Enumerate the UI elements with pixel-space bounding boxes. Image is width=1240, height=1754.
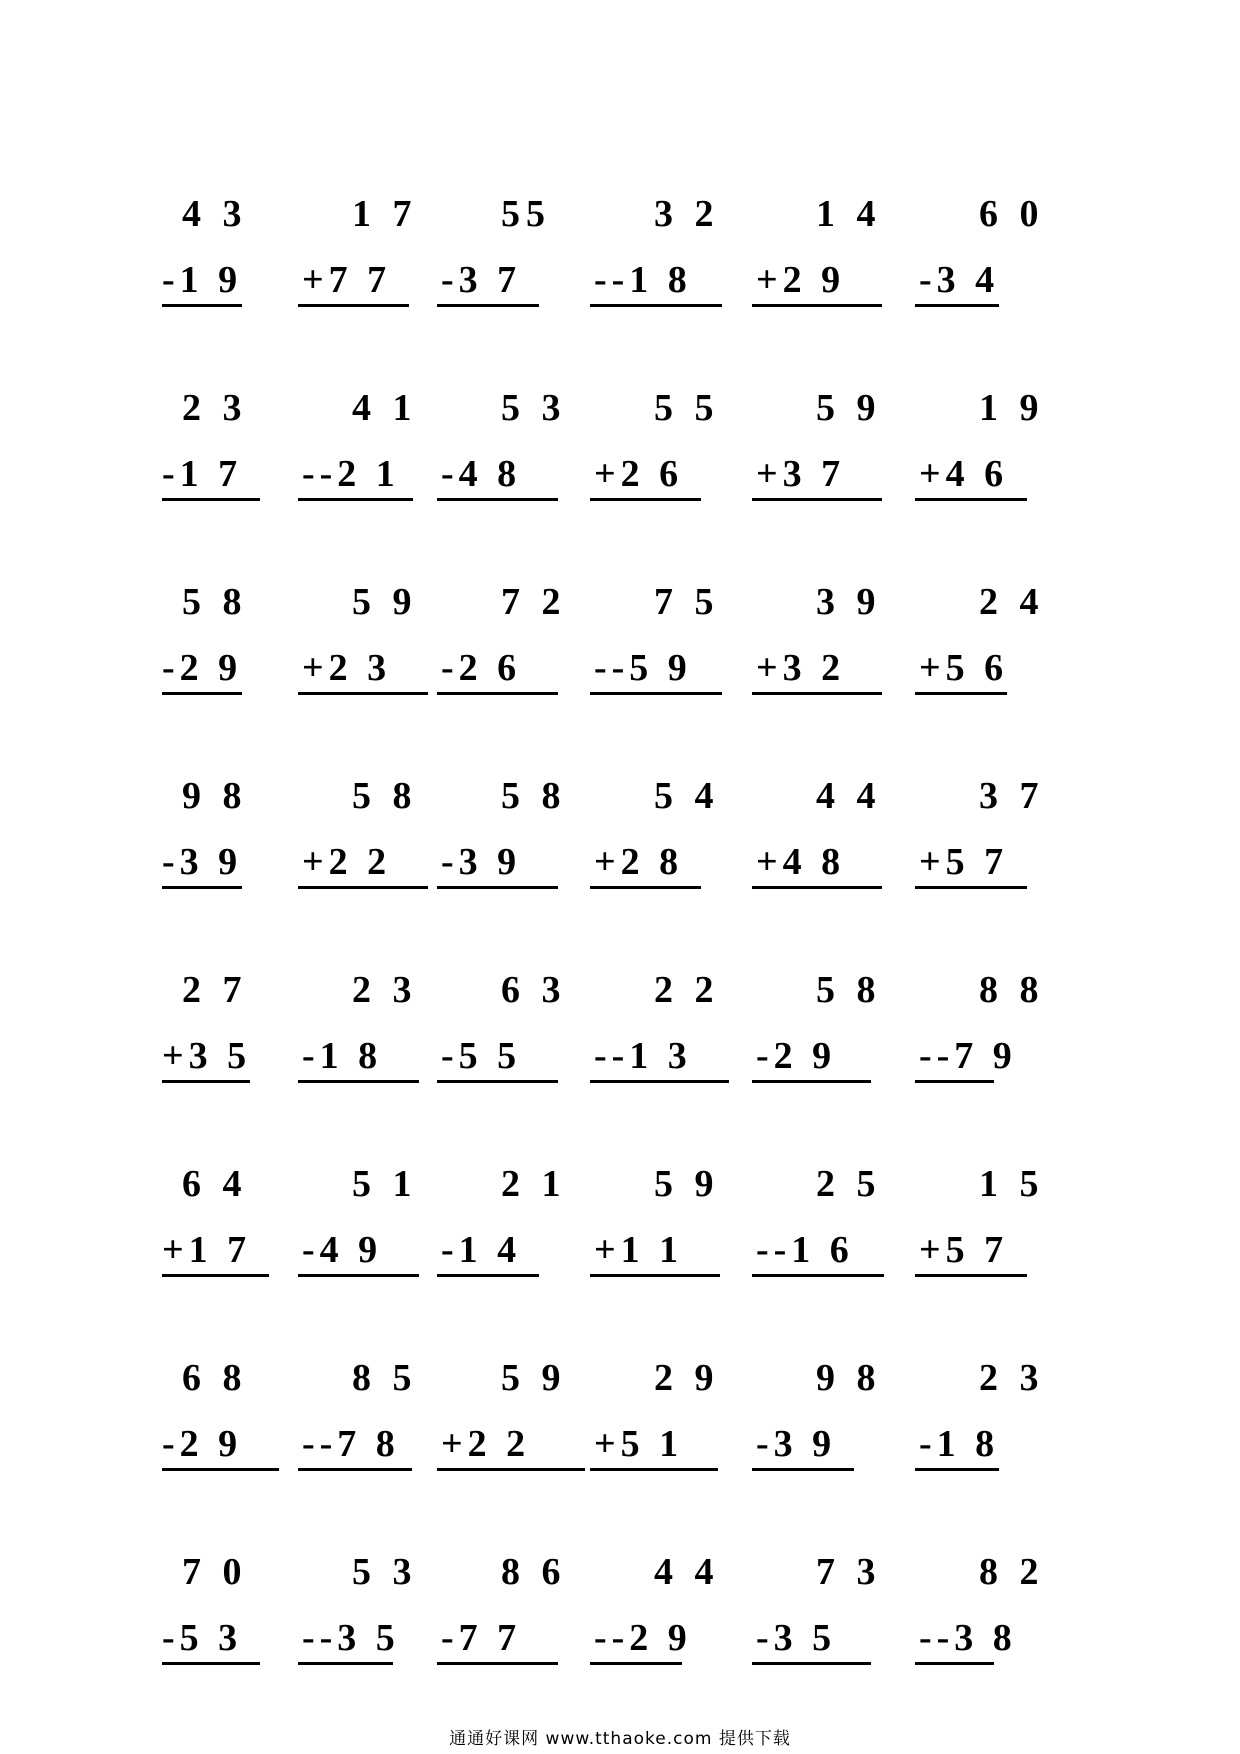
bottom-operand: --5 9 <box>590 646 722 695</box>
bottom-operand: +1 7 <box>162 1228 269 1277</box>
bottom-operand: -3 9 <box>437 840 558 889</box>
top-number: 5 3 <box>352 1551 418 1593</box>
bottom-operand: +4 6 <box>915 452 1027 501</box>
problem-5-2 <box>298 968 448 1077</box>
problem-5-1 <box>162 968 312 1077</box>
problem-5-5 <box>752 968 902 1077</box>
bottom-operand: --1 8 <box>590 258 722 307</box>
problem-1-1 <box>162 192 312 301</box>
top-number: 2 7 <box>182 969 248 1011</box>
problem-7-3 <box>437 1356 587 1465</box>
top-number: 5 5 <box>654 387 720 429</box>
bottom-operand: +2 2 <box>298 840 428 889</box>
problem-3-2 <box>298 580 448 689</box>
problem-5-3 <box>437 968 587 1077</box>
bottom-operand: --7 8 <box>298 1422 412 1471</box>
top-number: 55 <box>501 193 551 235</box>
bottom-operand: -3 9 <box>752 1422 854 1471</box>
bottom-operand: --1 3 <box>590 1034 729 1083</box>
bottom-operand: --2 1 <box>298 452 413 501</box>
bottom-operand: -3 4 <box>915 258 999 307</box>
bottom-operand: +2 9 <box>752 258 882 307</box>
problem-4-5 <box>752 774 902 883</box>
bottom-operand: +3 2 <box>752 646 882 695</box>
top-number: 3 7 <box>979 775 1045 817</box>
top-number: 1 7 <box>352 193 418 235</box>
bottom-operand: +2 8 <box>590 840 701 889</box>
top-number: 2 2 <box>654 969 720 1011</box>
problem-1-5 <box>752 192 902 301</box>
bottom-operand: +4 8 <box>752 840 882 889</box>
problem-3-4 <box>590 580 740 689</box>
bottom-operand: -7 7 <box>437 1616 558 1665</box>
top-number: 6 4 <box>182 1163 248 1205</box>
problem-4-2 <box>298 774 448 883</box>
problem-3-5 <box>752 580 902 689</box>
problem-6-6 <box>915 1162 1065 1271</box>
top-number: 2 3 <box>979 1357 1045 1399</box>
problem-8-6 <box>915 1550 1065 1659</box>
top-number: 2 4 <box>979 581 1045 623</box>
bottom-operand: +3 5 <box>162 1034 250 1083</box>
bottom-operand: +2 2 <box>437 1422 585 1471</box>
problem-8-3 <box>437 1550 587 1659</box>
problem-2-1 <box>162 386 312 495</box>
top-number: 2 5 <box>816 1163 882 1205</box>
top-number: 4 4 <box>654 1551 720 1593</box>
problem-2-5 <box>752 386 902 495</box>
bottom-operand: --7 9 <box>915 1034 994 1083</box>
bottom-operand: -1 8 <box>915 1422 999 1471</box>
bottom-operand: -5 5 <box>437 1034 558 1083</box>
top-number: 5 3 <box>501 387 567 429</box>
problem-8-4 <box>590 1550 740 1659</box>
top-number: 8 8 <box>979 969 1045 1011</box>
top-number: 7 5 <box>654 581 720 623</box>
problem-6-3 <box>437 1162 587 1271</box>
bottom-operand: +2 3 <box>298 646 428 695</box>
top-number: 5 4 <box>654 775 720 817</box>
top-number: 8 5 <box>352 1357 418 1399</box>
problem-1-4 <box>590 192 740 301</box>
top-number: 2 3 <box>352 969 418 1011</box>
problem-8-1 <box>162 1550 312 1659</box>
problem-1-3 <box>437 192 587 301</box>
problem-7-2 <box>298 1356 448 1465</box>
top-number: 8 2 <box>979 1551 1045 1593</box>
bottom-operand: -1 8 <box>298 1034 419 1083</box>
bottom-operand: +5 1 <box>590 1422 718 1471</box>
bottom-operand: -1 7 <box>162 452 260 501</box>
top-number: 2 9 <box>654 1357 720 1399</box>
top-number: 1 9 <box>979 387 1045 429</box>
top-number: 5 9 <box>654 1163 720 1205</box>
bottom-operand: -4 8 <box>437 452 558 501</box>
problem-4-3 <box>437 774 587 883</box>
problem-2-3 <box>437 386 587 495</box>
problem-6-2 <box>298 1162 448 1271</box>
bottom-operand: -3 7 <box>437 258 539 307</box>
problem-8-5 <box>752 1550 902 1659</box>
problem-6-4 <box>590 1162 740 1271</box>
problem-7-6 <box>915 1356 1065 1465</box>
bottom-operand: -2 9 <box>162 1422 279 1471</box>
top-number: 8 6 <box>501 1551 567 1593</box>
top-number: 3 2 <box>654 193 720 235</box>
top-number: 5 9 <box>501 1357 567 1399</box>
problem-4-6 <box>915 774 1065 883</box>
footer-credit: 通通好课网 www.tthaoke.com 提供下载 <box>449 1729 791 1749</box>
top-number: 5 1 <box>352 1163 418 1205</box>
problem-4-1 <box>162 774 312 883</box>
bottom-operand: --2 9 <box>590 1616 682 1665</box>
top-number: 6 0 <box>979 193 1045 235</box>
problem-2-4 <box>590 386 740 495</box>
top-number: 7 0 <box>182 1551 248 1593</box>
bottom-operand: +7 7 <box>298 258 409 307</box>
problem-6-1 <box>162 1162 312 1271</box>
problem-5-6 <box>915 968 1065 1077</box>
bottom-operand: -5 3 <box>162 1616 260 1665</box>
bottom-operand: --3 5 <box>298 1616 393 1665</box>
problem-5-4 <box>590 968 740 1077</box>
top-number: 1 5 <box>979 1163 1045 1205</box>
problem-1-6 <box>915 192 1065 301</box>
top-number: 6 8 <box>182 1357 248 1399</box>
bottom-operand: +2 6 <box>590 452 701 501</box>
top-number: 5 8 <box>182 581 248 623</box>
bottom-operand: +5 7 <box>915 840 1027 889</box>
top-number: 5 8 <box>352 775 418 817</box>
bottom-operand: -3 5 <box>752 1616 871 1665</box>
top-number: 6 3 <box>501 969 567 1011</box>
top-number: 2 1 <box>501 1163 567 1205</box>
top-number: 5 8 <box>501 775 567 817</box>
bottom-operand: -3 9 <box>162 840 242 889</box>
problem-7-5 <box>752 1356 902 1465</box>
bottom-operand: --3 8 <box>915 1616 994 1665</box>
problem-2-6 <box>915 386 1065 495</box>
top-number: 5 9 <box>352 581 418 623</box>
problem-8-2 <box>298 1550 448 1659</box>
problem-3-6 <box>915 580 1065 689</box>
bottom-operand: -2 9 <box>752 1034 871 1083</box>
bottom-operand: -4 9 <box>298 1228 419 1277</box>
problem-3-3 <box>437 580 587 689</box>
top-number: 4 4 <box>816 775 882 817</box>
problem-3-1 <box>162 580 312 689</box>
top-number: 9 8 <box>816 1357 882 1399</box>
top-number: 2 3 <box>182 387 248 429</box>
top-number: 7 2 <box>501 581 567 623</box>
problem-6-5 <box>752 1162 902 1271</box>
bottom-operand: -2 6 <box>437 646 558 695</box>
bottom-operand: -1 9 <box>162 258 242 307</box>
problem-1-2 <box>298 192 448 301</box>
top-number: 4 1 <box>352 387 418 429</box>
bottom-operand: +1 1 <box>590 1228 720 1277</box>
top-number: 5 9 <box>816 387 882 429</box>
top-number: 5 8 <box>816 969 882 1011</box>
bottom-operand: +5 6 <box>915 646 1007 695</box>
problem-4-4 <box>590 774 740 883</box>
top-number: 9 8 <box>182 775 248 817</box>
bottom-operand: +5 7 <box>915 1228 1027 1277</box>
problem-7-4 <box>590 1356 740 1465</box>
problem-2-2 <box>298 386 448 495</box>
bottom-operand: -1 4 <box>437 1228 539 1277</box>
bottom-operand: +3 7 <box>752 452 882 501</box>
bottom-operand: -2 9 <box>162 646 242 695</box>
top-number: 7 3 <box>816 1551 882 1593</box>
top-number: 4 3 <box>182 193 248 235</box>
top-number: 1 4 <box>816 193 882 235</box>
bottom-operand: --1 6 <box>752 1228 884 1277</box>
top-number: 3 9 <box>816 581 882 623</box>
problem-7-1 <box>162 1356 312 1465</box>
